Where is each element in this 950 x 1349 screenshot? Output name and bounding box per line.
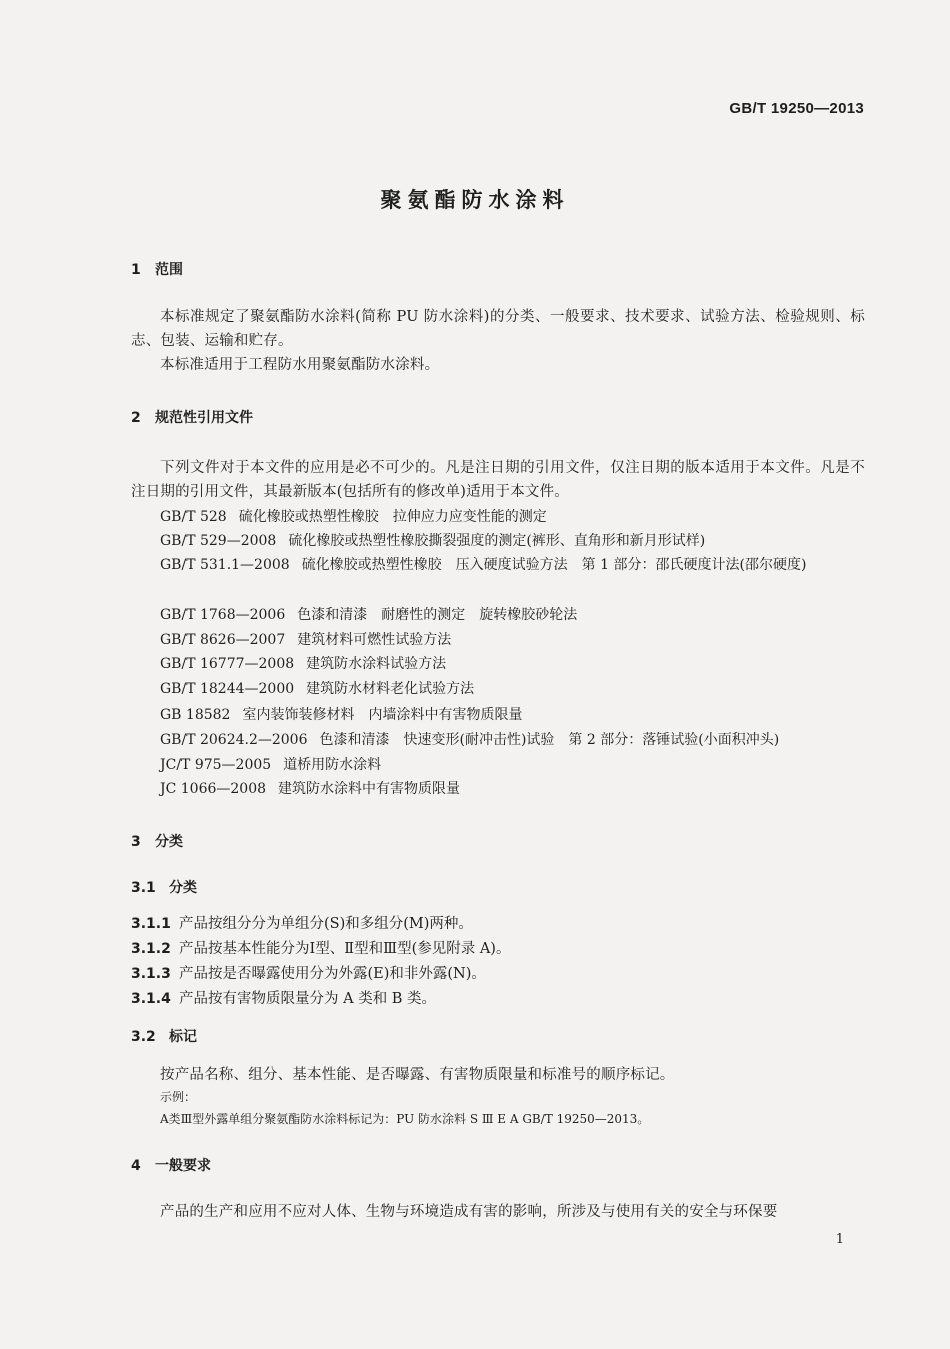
reference-item: GB/T 18244—2000 建筑防水材料老化试验方法	[160, 681, 475, 697]
reference-item: JC/T 975—2005 道桥用防水涂料	[160, 757, 382, 773]
section-number: 1	[131, 262, 141, 278]
example-label: 示例：	[160, 1090, 197, 1104]
marking-paragraph: 按产品名称、组分、基本性能、是否曝露、有害物质限量和标准号的顺序标记。	[160, 1067, 675, 1083]
example-text: A类Ⅲ型外露单组分聚氨酯防水涂料标记为：PU 防水涂料 S Ⅲ E A GB/T 19250—2013。	[160, 1112, 650, 1126]
reference-item: GB/T 1768—2006 色漆和清漆 耐磨性的测定 旋转橡胶砂轮法	[160, 607, 578, 623]
section-title: 分类	[155, 834, 183, 850]
reference-item: GB/T 529—2008 硫化橡胶或热塑性橡胶撕裂强度的测定(裤形、直角形和新月形试样)	[160, 533, 706, 549]
reference-item: JC 1066—2008 建筑防水涂料中有害物质限量	[160, 781, 461, 797]
subsection-number: 3.2	[131, 1029, 156, 1045]
subsection-number: 3.1	[131, 880, 156, 896]
general-requirements-paragraph: 产品的生产和应用不应对人体、生物与环境造成有害的影响，所涉及与使用有关的安全与环保要	[160, 1204, 778, 1220]
classification-item: 3.1.3 产品按是否曝露使用分为外露(E)和非外露(N)。	[131, 966, 486, 982]
section-number: 4	[131, 1158, 141, 1174]
standard-code: GB/T 19250—2013	[729, 100, 864, 117]
section-number: 2	[131, 410, 141, 426]
classification-item: 3.1.2 产品按基本性能分为Ⅰ型、Ⅱ型和Ⅲ型(参见附录 A)。	[131, 941, 511, 957]
document-title: 聚氨酯防水涂料	[380, 188, 570, 212]
subsection-3-2-heading	[131, 1026, 197, 1046]
reference-item: GB/T 531.1—2008 硫化橡胶或热塑性橡胶 压入硬度试验方法 第 1 部分：邵氏硬度计法(邵尔硬度)	[160, 557, 807, 573]
subsection-title: 分类	[169, 880, 197, 896]
scope-paragraph-2: 本标准适用于工程防水用聚氨酯防水涂料。	[160, 357, 440, 373]
classification-item: 3.1.4 产品按有害物质限量分为 A 类和 B 类。	[131, 991, 437, 1007]
page-number: 1	[835, 1232, 844, 1247]
section-title: 一般要求	[155, 1158, 211, 1174]
reference-item: GB/T 16777—2008 建筑防水涂料试验方法	[160, 656, 447, 672]
references-intro: 下列文件对于本文件的应用是必不可少的。凡是注日期的引用文件，仅注日期的版本适用于本文件。凡是不注日期的引用文件，其最新版本(包括所有的修改单)适用于本文件。	[131, 460, 865, 500]
section-1-heading	[131, 259, 183, 279]
section-3-heading	[131, 831, 183, 851]
reference-item: GB/T 528 硫化橡胶或热塑性橡胶 拉伸应力应变性能的测定	[160, 509, 547, 525]
reference-item: GB/T 8626—2007 建筑材料可燃性试验方法	[160, 632, 452, 648]
reference-item: GB/T 20624.2—2006 色漆和清漆 快速变形(耐冲击性)试验 第 2 部分：落锤试验(小面积冲头)	[160, 732, 780, 748]
subsection-title: 标记	[169, 1029, 197, 1045]
section-title: 规范性引用文件	[155, 410, 253, 426]
subsection-3-1-heading	[131, 877, 197, 897]
section-title: 范围	[155, 262, 183, 278]
classification-item: 3.1.1 产品按组分分为单组分(S)和多组分(M)两种。	[131, 916, 473, 932]
section-4-heading	[131, 1155, 211, 1175]
scope-paragraph-1: 本标准规定了聚氨酯防水涂料(简称 PU 防水涂料)的分类、一般要求、技术要求、试验方法、检验规则、标志、包装、运输和贮存。	[131, 309, 865, 349]
reference-item: GB 18582 室内装饰装修材料 内墙涂料中有害物质限量	[160, 707, 523, 723]
section-2-heading	[131, 407, 253, 427]
section-number: 3	[131, 834, 141, 850]
